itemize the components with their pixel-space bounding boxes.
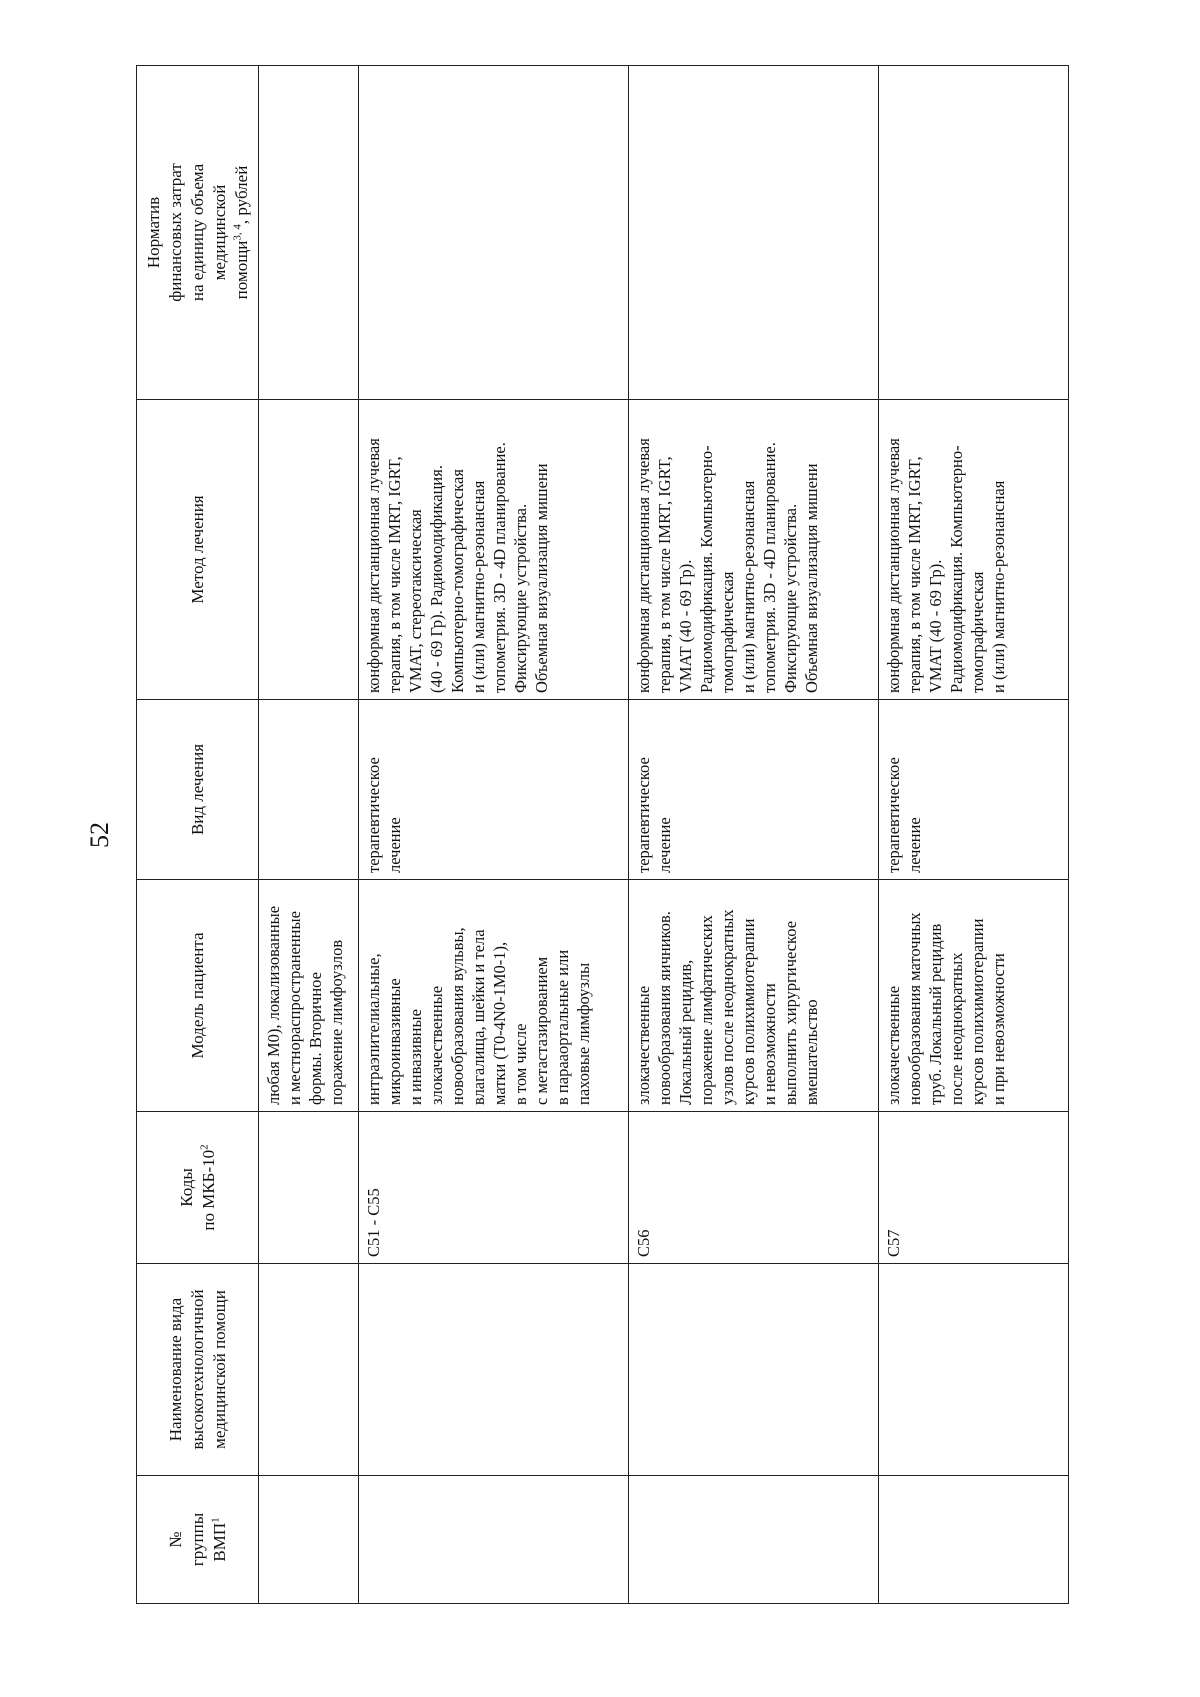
cell-line: терапевтическое	[634, 757, 653, 873]
cell-line: Объемная визуализация мишени	[802, 463, 821, 693]
header-treatment-type	[137, 700, 259, 880]
header-group-number	[137, 1476, 259, 1604]
header-line: группы	[187, 1512, 207, 1567]
cell-line: Объемная визуализация мишени	[532, 463, 551, 693]
header-line: Коды	[176, 1168, 196, 1207]
cell-line: матки (T0-4N0-1M0-1),	[490, 941, 509, 1105]
cell-cost-standard	[359, 66, 629, 400]
cell-line: формы. Вторичное	[306, 972, 325, 1105]
table-row	[259, 66, 359, 1604]
header-line: медицинской помощи	[209, 1290, 229, 1449]
cell-line: топометрия. 3D - 4D планирование.	[490, 442, 509, 693]
cell-line: Радиомодификация. Компьютерно-	[947, 445, 966, 693]
cell-line: микроинвазивные	[385, 978, 404, 1105]
cell-line: VMAT, стереотаксическая	[406, 509, 425, 693]
header-line: Норматив	[143, 196, 163, 269]
cell-icd-code	[879, 1112, 1069, 1264]
cell-line: курсов полихимиотерапии	[739, 918, 758, 1105]
cell-treatment-type	[629, 700, 879, 880]
cell-line: и (или) магнитно-резонансная	[469, 480, 488, 693]
cell-line: злокачественные	[884, 985, 903, 1105]
cell-patient-model	[879, 880, 1069, 1112]
header-row	[137, 66, 259, 1604]
cell-cost-standard	[879, 66, 1069, 400]
footnote-marker: 1	[208, 1517, 221, 1523]
header-line: помощи$^{3, 4}$, рублей	[230, 165, 251, 300]
cell-cost-standard	[629, 66, 879, 400]
cell-line: томографическая	[968, 571, 987, 693]
cell-line: паховые лимфоузлы	[574, 962, 593, 1105]
cell-treatment-method	[879, 400, 1069, 700]
header-line: Наименование вида	[165, 1297, 185, 1442]
footnote-marker: 3, 4	[230, 224, 243, 241]
cell-line: курсов полихимиотерапии	[968, 918, 987, 1105]
cell-treatment-type	[259, 700, 359, 880]
cell-text: C51 - C55	[364, 1188, 383, 1257]
cell-line: вмешательство	[802, 999, 821, 1105]
cell-line: поражение лимфатических	[697, 915, 716, 1105]
cell-line: новообразования яичников.	[655, 911, 674, 1105]
header-line: Модель пациента	[187, 932, 207, 1059]
treatment-table	[136, 65, 1069, 1604]
cell-line: после неоднократных	[947, 952, 966, 1105]
cell-line: выполнить хирургическое	[781, 920, 800, 1105]
cell-line: терапия, в том числе IMRT, IGRT,	[905, 456, 924, 693]
header-cost-standard	[137, 66, 259, 400]
footnote-marker: 2	[197, 1144, 210, 1150]
cell-line: лечение	[655, 817, 674, 873]
cell-line: Фиксирующие устройства.	[511, 503, 530, 693]
cell-line: томографическая	[718, 571, 737, 693]
cell-treatment-method	[259, 400, 359, 700]
cell-treatment-method	[359, 400, 629, 700]
cell-icd-code	[359, 1112, 629, 1264]
cell-line: и (или) магнитно-резонансная	[989, 480, 1008, 693]
cell-care-type-name	[259, 1264, 359, 1476]
cell-line: новообразования маточных	[905, 912, 924, 1105]
cell-line: и при невозможности	[989, 953, 1008, 1105]
cell-line: Радиомодификация. Компьютерно-	[697, 445, 716, 693]
cell-line: терапия, в том числе IMRT, IGRT,	[655, 456, 674, 693]
cell-line: влагалища, шейки и тела	[469, 929, 488, 1105]
cell-line: в том числе	[511, 1023, 530, 1105]
cell-line: труб. Локальный рецидив	[926, 923, 945, 1105]
header-patient-model	[137, 880, 259, 1112]
cell-text: C57	[884, 1229, 903, 1257]
cell-patient-model	[359, 880, 629, 1112]
header-icd-codes	[137, 1112, 259, 1264]
cell-care-type-name	[629, 1264, 879, 1476]
header-treatment-method	[137, 400, 259, 700]
cell-line: топометрия. 3D - 4D планирование.	[760, 442, 779, 693]
rotated-table-container	[136, 66, 1068, 1604]
header-care-type-name	[137, 1264, 259, 1476]
cell-line: конформная дистанционная лучевая	[634, 438, 653, 693]
cell-line: новообразования вульвы,	[448, 927, 467, 1105]
cell-line: VMAT (40 - 69 Гр).	[676, 559, 695, 693]
header-line: по МКБ-$10^2$	[197, 1144, 218, 1231]
cell-text: C56	[634, 1229, 653, 1257]
cell-line: Фиксирующие устройства.	[781, 503, 800, 693]
cell-line: Локальный рецидив,	[676, 959, 695, 1105]
cell-line: и невозможности	[760, 983, 779, 1105]
page-number: 52	[85, 822, 114, 848]
header-line: на единицу объема	[187, 163, 207, 302]
cell-line: лечение	[385, 817, 404, 873]
table-row	[879, 66, 1069, 1604]
cell-line: в парааортальные или	[553, 949, 572, 1105]
cell-icd-code	[629, 1112, 879, 1264]
header-line: медицинской	[209, 184, 229, 281]
cell-line: Компьютерно-томографическая	[448, 469, 467, 693]
cell-group-number	[359, 1476, 629, 1604]
cell-line: и (или) магнитно-резонансная	[739, 480, 758, 693]
header-line: высокотехнологичной	[187, 1289, 207, 1450]
cell-line: любая M0), локализованные	[264, 905, 283, 1105]
cell-line: злокачественные	[427, 985, 446, 1105]
cell-group-number	[879, 1476, 1069, 1604]
cell-care-type-name	[359, 1264, 629, 1476]
cell-line: интраэпителиальные,	[364, 953, 383, 1105]
cell-line: конформная дистанционная лучевая	[884, 438, 903, 693]
cell-icd-code	[259, 1112, 359, 1264]
cell-line: лечение	[905, 817, 924, 873]
cell-line: терапевтическое	[884, 757, 903, 873]
table-row	[359, 66, 629, 1604]
cell-line: терапевтическое	[364, 757, 383, 873]
header-line: ВМП$^1$	[208, 1517, 229, 1562]
cell-line: злокачественные	[634, 985, 653, 1105]
cell-care-type-name	[879, 1264, 1069, 1476]
header-line: №	[165, 1531, 185, 1548]
cell-line: и инвазивные	[406, 1009, 425, 1105]
cell-line: узлов после неоднократных	[718, 909, 737, 1105]
cell-line: терапия, в том числе IMRT, IGRT,	[385, 456, 404, 693]
header-line: Вид лечения	[187, 743, 207, 836]
header-line: Метод лечения	[187, 495, 207, 604]
cell-line: VMAT (40 - 69 Гр).	[926, 559, 945, 693]
cell-line: (40 - 69 Гр). Радиомодификация.	[427, 465, 446, 693]
header-line: финансовых затрат	[165, 163, 185, 302]
cell-line: с метастазированием	[532, 956, 551, 1105]
cell-patient-model	[259, 880, 359, 1112]
cell-treatment-method	[629, 400, 879, 700]
cell-treatment-type	[359, 700, 629, 880]
cell-cost-standard	[259, 66, 359, 400]
cell-group-number	[259, 1476, 359, 1604]
cell-line: и местнораспространенные	[285, 911, 304, 1105]
cell-line: конформная дистанционная лучевая	[364, 438, 383, 693]
cell-line: поражение лимфоузлов	[327, 939, 346, 1105]
cell-group-number	[629, 1476, 879, 1604]
table-row	[629, 66, 879, 1604]
cell-patient-model	[629, 880, 879, 1112]
table-body	[259, 66, 1069, 1604]
cell-treatment-type	[879, 700, 1069, 880]
